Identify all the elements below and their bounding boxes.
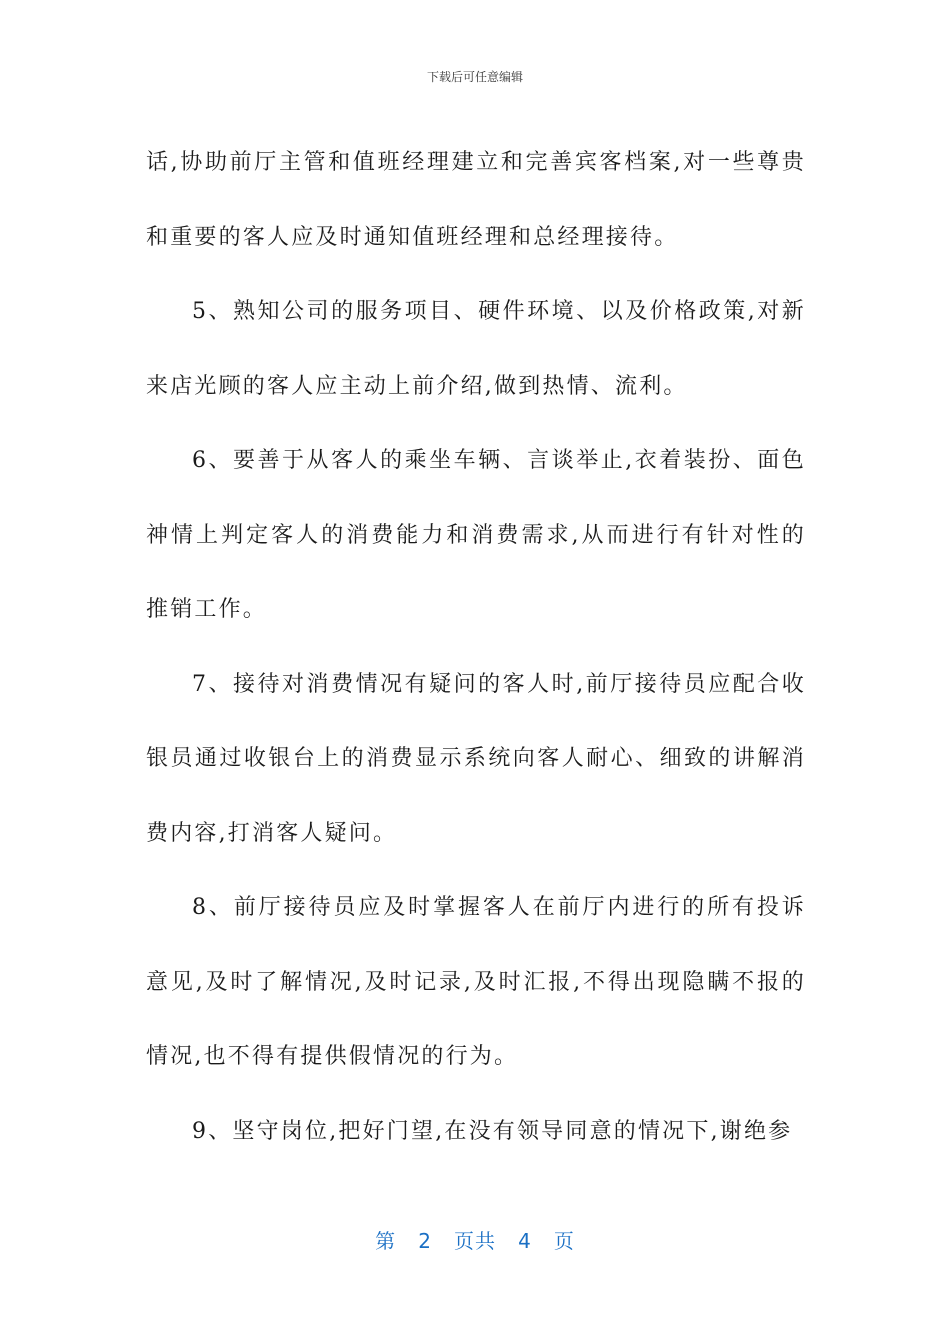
footer-total-pages: 4 bbox=[518, 1229, 532, 1253]
document-body bbox=[146, 126, 806, 1169]
paragraph-item-5: 5、熟知公司的服务项目、硬件环境、以及价格政策,对新来店光顾的客人应主动上前介绍,做到热情、流利。 bbox=[146, 299, 806, 399]
footer-prefix: 第 bbox=[375, 1229, 397, 1253]
paragraph-item-8: 8、前厅接待员应及时掌握客人在前厅内进行的所有投诉意见,及时了解情况,及时记录,及时汇报,不得出现隐瞒不报的情况,也不得有提供假情况的行为。 bbox=[146, 895, 806, 1069]
footer-middle: 页共 bbox=[454, 1229, 496, 1253]
download-note: 下载后可任意编辑 bbox=[426, 70, 523, 84]
footer-suffix: 页 bbox=[553, 1229, 575, 1253]
paragraph-continuation: 话,协助前厅主管和值班经理建立和完善宾客档案,对一些尊贵和重要的客人应及时通知值班经理和总经理接待。 bbox=[146, 150, 806, 250]
page-number-footer bbox=[0, 1225, 950, 1254]
paragraph-item-9: 9、坚守岗位,把好门望,在没有领导同意的情况下,谢绝参 bbox=[192, 1118, 793, 1144]
footer-current-page: 2 bbox=[418, 1229, 432, 1253]
paragraph-item-7: 7、接待对消费情况有疑问的客人时,前厅接待员应配合收银员通过收银台上的消费显示系统向客人耐心、细致的讲解消费内容,打消客人疑问。 bbox=[146, 671, 806, 846]
paragraph-item-6: 6、要善于从客人的乘坐车辆、言谈举止,衣着装扮、面色神情上判定客人的消费能力和消费需求,从而进行有针对性的推销工作。 bbox=[146, 448, 806, 622]
